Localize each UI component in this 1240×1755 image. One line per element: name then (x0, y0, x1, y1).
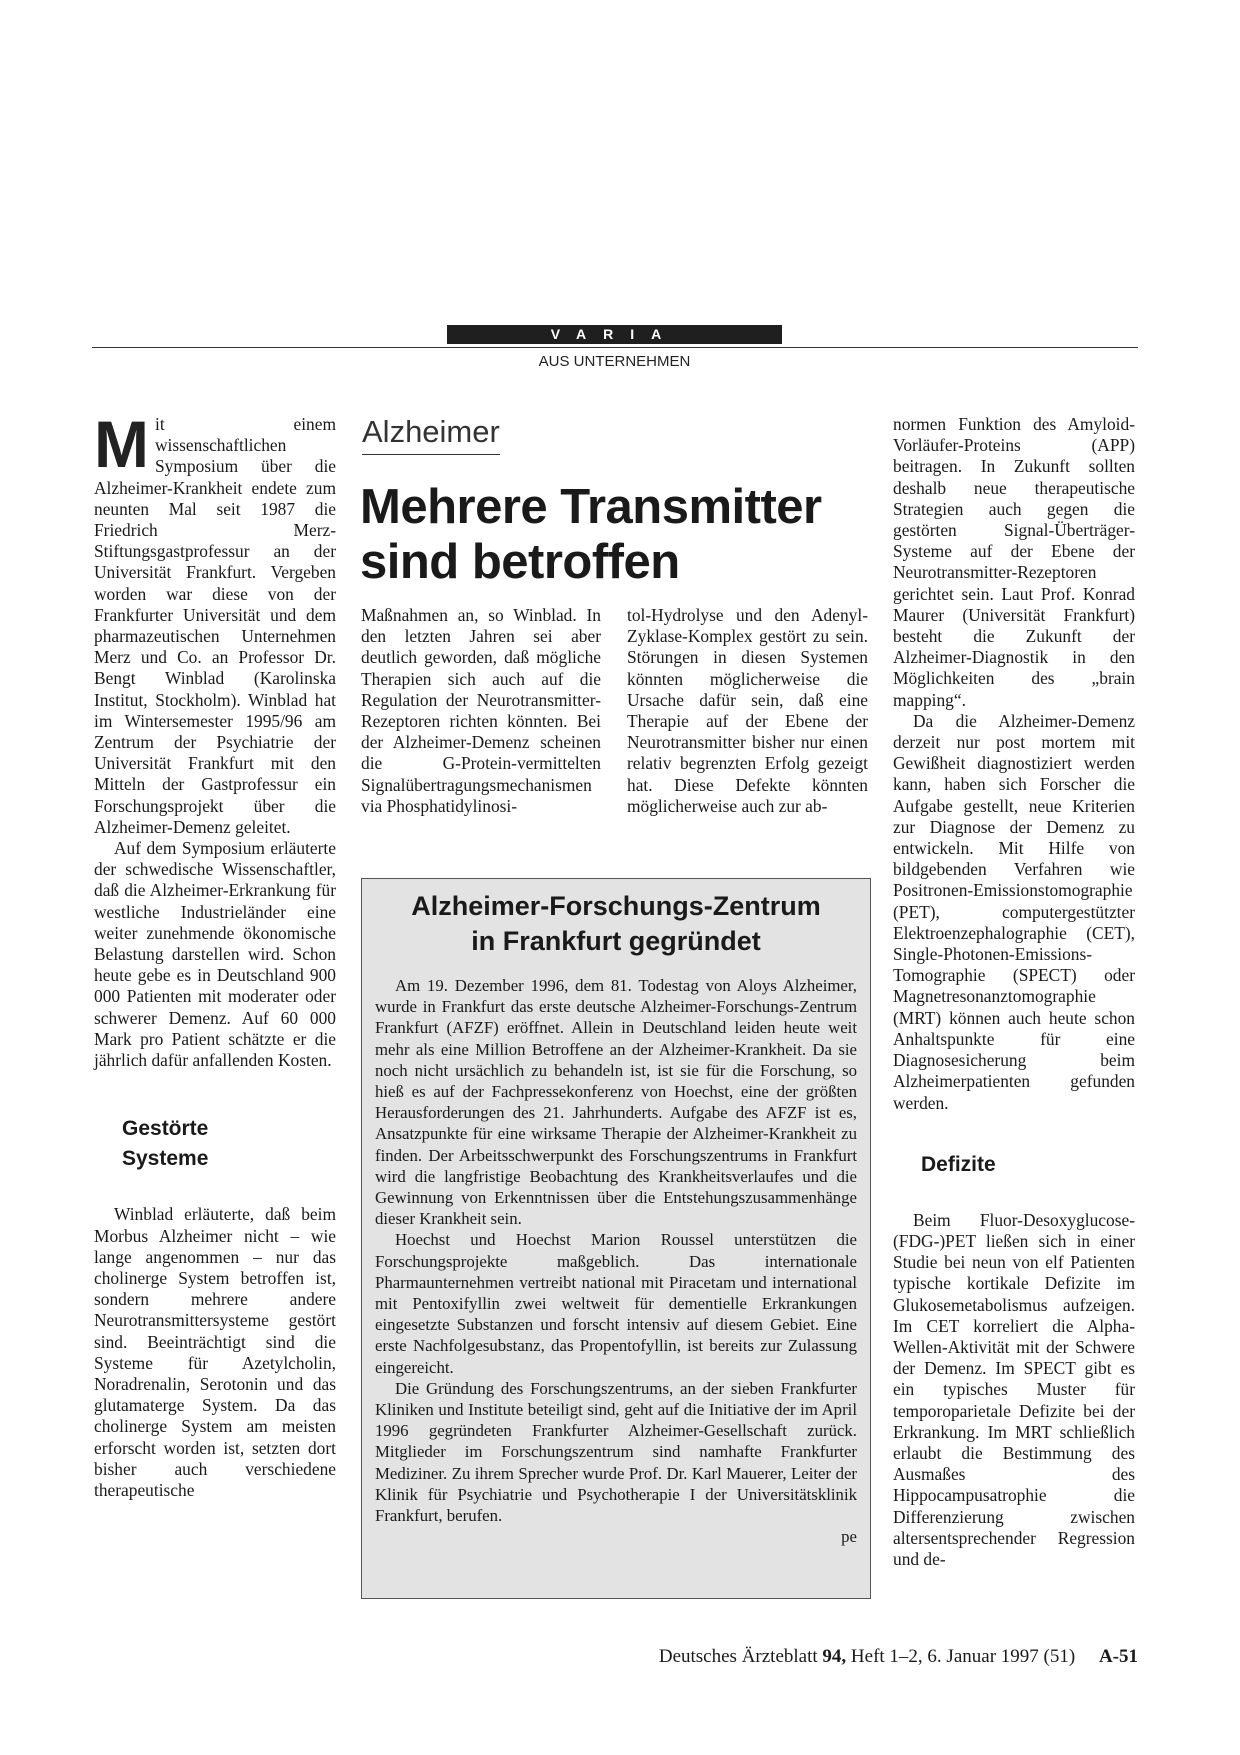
author-signature: pe (841, 1527, 857, 1547)
article-column-1 (94, 407, 336, 1501)
body-paragraph: Auf dem Symposium erläuterte der schwedische Wissenschaftler, daß die Alzheimer-Erkrankung für westliche Industrieländer eine weiter zunehmende ökonomische Belastung darstellen wird. Schon heute gebe es in Deutschland 900 000 Patienten mit moderater oder schwerer Demenz. Auf 60 000 Mark pro Patient schätzte er die jährlich dafür anfallenden Kosten. (94, 838, 336, 1071)
box-paragraph: Hoechst und Hoechst Marion Roussel unterstützen die Forschungsprojekte maßgeblich. Das internationale Pharmaunternehmen vertreibt national mit Piracetam und international mit Pentoxifyllin zwei weltweit für dementielle Erkrankungen eingesetzte Substanzen und forscht intensiv auf diesem Gebiet. Eine erste Nachfolgesubstanz, das Propentofyllin, ist bereits zur Zulassung eingereicht. (375, 1230, 857, 1377)
page-footer (560, 1646, 1138, 1668)
body-paragraph: Beim Fluor-Desoxyglucose-(FDG-)PET ließen sich in einer Studie bei neun von elf Patienten typische kortikale Defizite im Glukosemetabolismus aufzeigen. Im CET korreliert die Alpha-Wellen-Aktivität mit der Schwere der Demenz. Im SPECT gibt es ein typisches Muster für temporoparietale Defizite bei der Erkrankung. Im MRT schließlich erlaubt die Bestimmung des Ausmaßes des Hippocampusatrophie die Differenzierung zwischen altersentsprechender Regression und de- (893, 1209, 1135, 1569)
page-number: A-51 (1098, 1646, 1138, 1667)
subheading-defizite: Defizite (921, 1152, 996, 1176)
intro-paragraph: Mit einem wissenschaftlichen Symposium über die Alzheimer-Krankheit endete zum neunten Mal seit 1987 die Friedrich Merz-Stiftungsgastprofessur an der Universität Frankfurt. Vergeben worden war diese von der Frankfurter Universität und dem pharmazeutischen Unternehmen Merz und Co. an Professor Dr. Bengt Winblad (Karolinska Institut, Stockholm). Winblad hat im Wintersemester 1995/96 am Zentrum der Psychiatrie der Universität Frankfurt mit den Mitteln der Gastprofessur ein Forschungsprojekt über die Alzheimer-Demenz geleitet. (94, 407, 336, 837)
article-kicker: Alzheimer (362, 414, 500, 455)
body-paragraph: Winblad erläuterte, daß beim Morbus Alzheimer nicht – wie lange angenommen – nur das cholinerge System betroffen ist, sondern mehrere andere Neurotransmittersysteme gestört sind. Beeinträchtigt sind die Systeme für Azetylcholin, Noradrenalin, Serotonin und das glutamaterge System. Da das cholinerge System am meisten erforscht worden ist, setzten dort bisher auch verschiedene therapeutische (94, 1204, 336, 1500)
issue-info: Heft 1–2, 6. Januar 1997 (51) (850, 1646, 1076, 1667)
subsection-label: AUS UNTERNEHMEN (538, 353, 691, 370)
article-column-2 (361, 605, 601, 817)
article-headline: Mehrere Transmitter sind betroffen (360, 480, 822, 589)
info-box (361, 878, 871, 1599)
box-paragraph: Die Gründung des Forschungszentrums, an der sieben Frankfurter Kliniken und Institute beteiligt sind, geht auf die Initiative der im April 1996 gegründeten Frankfurter Alzheimer-Gesellschaft zurück. Mitglieder im Forschungszentrum sind namhafte Frankfurter Mediziner. Zu ihrem Sprecher wurde Prof. Dr. Karl Mauerer, Leiter der Klinik für Psychiatrie und Psychotherapie I der Universitätsklinik Frankfurt, berufen. (375, 1378, 857, 1526)
info-box-title: Alzheimer-Forschungs-Zentrum in Frankfurt gegründet (411, 891, 821, 956)
article-column-3 (627, 605, 868, 817)
section-label: VARIA (447, 325, 782, 344)
journal-name: Deutsches Ärzteblatt (658, 1646, 818, 1667)
subheading-gestoerte-systeme: Gestörte Systeme (122, 1117, 209, 1171)
info-box-body (375, 975, 857, 1547)
drop-cap: M (94, 407, 149, 481)
article-column-4 (893, 414, 1135, 1570)
body-paragraph: tol-Hydrolyse und den Adenyl-Zyklase-Komplex gestört zu sein. Störungen in diesen Systemen könnten möglicherweise die Ursache dafür sein, daß eine Therapie auf der Ebene der Neurotransmitter bisher nur einen relativ begrenzten Erfolg gezeigt hat. Diese Defekte könnten möglicherweise auch zur ab- (627, 605, 868, 816)
journal-volume: 94, (822, 1646, 847, 1667)
body-paragraph: Maßnahmen an, so Winblad. In den letzten Jahren sei aber deutlich geworden, daß mögliche Therapien sich auch auf die Regulation der Neurotransmitter-Rezeptoren richten könnten. Bei der Alzheimer-Demenz scheinen die G-Protein-vermittelten Signalübertragungsmechanismen via Phosphatidylinosi- (361, 605, 601, 816)
box-paragraph: Am 19. Dezember 1996, dem 81. Todestag von Aloys Alzheimer, wurde in Frankfurt das erste deutsche Alzheimer-Forschungs-Zentrum Frankfurt (AFZF) eröffnet. Allein in Deutschland leiden heute weit mehr als eine Million Betroffene an der Alzheimer-Krankheit. Da sie noch nicht ursächlich zu behandeln ist, ist sie für die Forschung, so hieß es auf der Fachpressekonferenz von Hoechst, eine der größten Herausforderungen des 21. Jahrhunderts. Aufgabe des AFZF ist es, Ansatzpunkte für eine wirksame Therapie der Alzheimer-Krankheit zu finden. Der Arbeitsschwerpunkt des Forschungszentrums in Frankfurt wird die langfristige Beobachtung des Krankheitsverlaufes und die Gewinnung von Erkenntnissen über die Entstehungszusammenhänge dieser Krankheit sein. (375, 976, 857, 1229)
header-rule (92, 347, 1138, 348)
body-paragraph: Da die Alzheimer-Demenz derzeit nur post mortem mit Gewißheit diagnostiziert werden kann, haben sich Forscher die Aufgabe gestellt, neue Kriterien zur Diagnose der Demenz zu entwickeln. Mit Hilfe von bildgebenden Verfahren wie Positronen-Emissionstomographie (PET), computergestützter Elektroenzephalographie (CET), Single-Photonen-Emissions-Tomographie (SPECT) oder Magnetresonanztomographie (MRT) können auch heute schon Anhaltspunkte für eine Diagnosesicherung beim Alzheimerpatienten gefunden werden. (893, 710, 1135, 1113)
body-paragraph: normen Funktion des Amyloid-Vorläufer-Proteins (APP) beitragen. In Zukunft sollten deshalb neue therapeutische Strategien auch gegen die gestörten Signal-Überträger-Systeme auf der Ebene der Neurotransmitter-Rezeptoren gerichtet sein. Laut Prof. Konrad Maurer (Universität Frankfurt) besteht die Zukunft der Alzheimer-Diagnostik in den Möglichkeiten des „brain mapping“. (893, 414, 1135, 710)
